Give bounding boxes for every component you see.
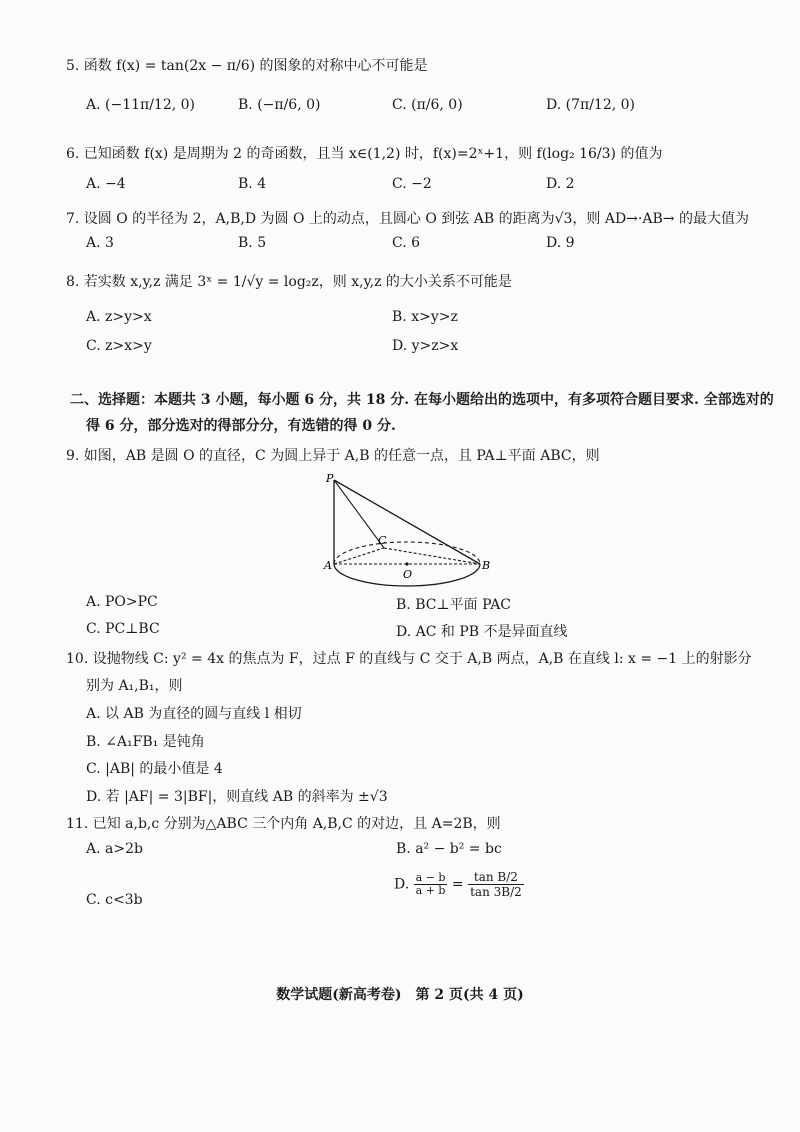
q5-option-d: D. (7π/12, 0) — [546, 97, 635, 113]
q5-option-a: A. (−11π/12, 0) — [86, 97, 196, 113]
q11-option-d-rhs-fraction — [468, 870, 524, 899]
rhs-denominator: tan 3B/2 — [470, 885, 522, 899]
lhs-numerator: a − b — [415, 871, 446, 884]
label-P: P — [326, 472, 334, 485]
q11-option-d: D. $\frac{a - b}{a + b}$ = $\frac{\text{tan B/2}}{\tan 3B/2}$ — [394, 870, 522, 899]
q11-option-d-lhs-fraction — [414, 872, 448, 897]
page-footer: 数学试题(新高考卷) 第 2 页(共 4 页) — [276, 987, 524, 1003]
q5-option-c: C. (π/6, 0) — [392, 97, 463, 113]
q8-option-b: B. x>y>z — [392, 309, 458, 325]
q7-option-d: D. 9 — [546, 235, 575, 251]
edge-PB — [334, 480, 480, 564]
q6-option-d: D. 2 — [546, 176, 575, 192]
question-6-stem: 6. 已知函数 f(x) 是周期为 2 的奇函数，且当 x∈(1,2) 时，f(x)=2ˣ+1，则 f(log₂ 16/3) 的值为 — [66, 146, 663, 162]
q10-option-c: C. |AB| 的最小值是 4 — [86, 761, 223, 777]
label-C: C — [378, 534, 387, 547]
q7-option-a: A. 3 — [86, 235, 114, 251]
center-O-dot — [405, 562, 408, 565]
q11-option-b: B. a² − b² = bc — [396, 841, 502, 857]
q9-option-c: C. PC⊥BC — [86, 621, 160, 637]
q9-option-b: B. BC⊥平面 PAC — [396, 597, 512, 613]
q11-option-c: C. c<3b — [86, 892, 143, 908]
q8-option-a: A. z>y>x — [86, 309, 152, 325]
label-B: B — [482, 559, 491, 572]
question-10-stem: 10. 设抛物线 C: y² = 4x 的焦点为 F，过点 F 的直线与 C 交于 A,B 两点，A,B 在直线 l: x = −1 上的射影分 — [66, 651, 752, 667]
q8-option-d: D. y>z>x — [392, 338, 459, 354]
q10-option-b: B. ∠A₁FB₁ 是钝角 — [86, 734, 205, 750]
question-9-stem: 9. 如图，AB 是圆 O 的直径，C 为圆上异于 A,B 的任意一点，且 PA⊥平面 ABC，则 — [66, 448, 600, 464]
q7-option-b: B. 5 — [238, 235, 267, 251]
section-2-heading: 二、选择题：本题共 3 小题，每小题 6 分，共 18 分. 在每小题给出的选项中，有多项符合题目要求. 全部选对的 — [70, 392, 774, 408]
q5-option-b: B. (−π/6, 0) — [238, 97, 321, 113]
question-8-stem: 8. 若实数 x,y,z 满足 3ˣ = 1/√y = log₂z，则 x,y,z 的大小关系不可能是 — [66, 274, 512, 290]
label-A: A — [324, 559, 332, 572]
lhs-denominator: a + b — [415, 884, 446, 897]
question-11-stem: 11. 已知 a,b,c 分别为△ABC 三个内角 A,B,C 的对边，且 A=2B，则 — [66, 816, 501, 832]
rhs-numerator: tan B/2 — [468, 870, 524, 885]
edge-PC — [334, 480, 384, 548]
q10-option-a: A. 以 AB 为直径的圆与直线 l 相切 — [86, 706, 302, 722]
label-O: O — [403, 568, 413, 581]
q7-option-c: C. 6 — [392, 235, 421, 251]
q9-geometry-figure — [322, 472, 492, 587]
q6-option-a: A. −4 — [86, 176, 126, 192]
q11-option-d-label: D. — [394, 876, 410, 893]
edge-AC — [334, 548, 384, 564]
question-10-stem-cont: 别为 A₁,B₁，则 — [86, 678, 183, 694]
q11-option-a: A. a>2b — [86, 841, 143, 857]
question-7-stem: 7. 设圆 O 的半径为 2，A,B,D 为圆 O 上的动点，且圆心 O 到弦 AB 的距离为√3，则 AD→·AB→ 的最大值为 — [66, 211, 749, 227]
q10-option-d: D. 若 |AF| = 3|BF|，则直线 AB 的斜率为 ±√3 — [86, 789, 388, 805]
q9-option-a: A. PO>PC — [86, 594, 158, 610]
question-5-stem: 5. 函数 f(x) = tan(2x − π/6) 的图象的对称中心不可能是 — [66, 58, 428, 74]
q6-option-c: C. −2 — [392, 176, 432, 192]
section-2-heading-cont: 得 6 分，部分选对的得部分分，有选错的得 0 分. — [86, 418, 396, 434]
q8-option-c: C. z>x>y — [86, 338, 152, 354]
q6-option-b: B. 4 — [238, 176, 267, 192]
q9-option-d: D. AC 和 PB 不是异面直线 — [396, 624, 568, 640]
